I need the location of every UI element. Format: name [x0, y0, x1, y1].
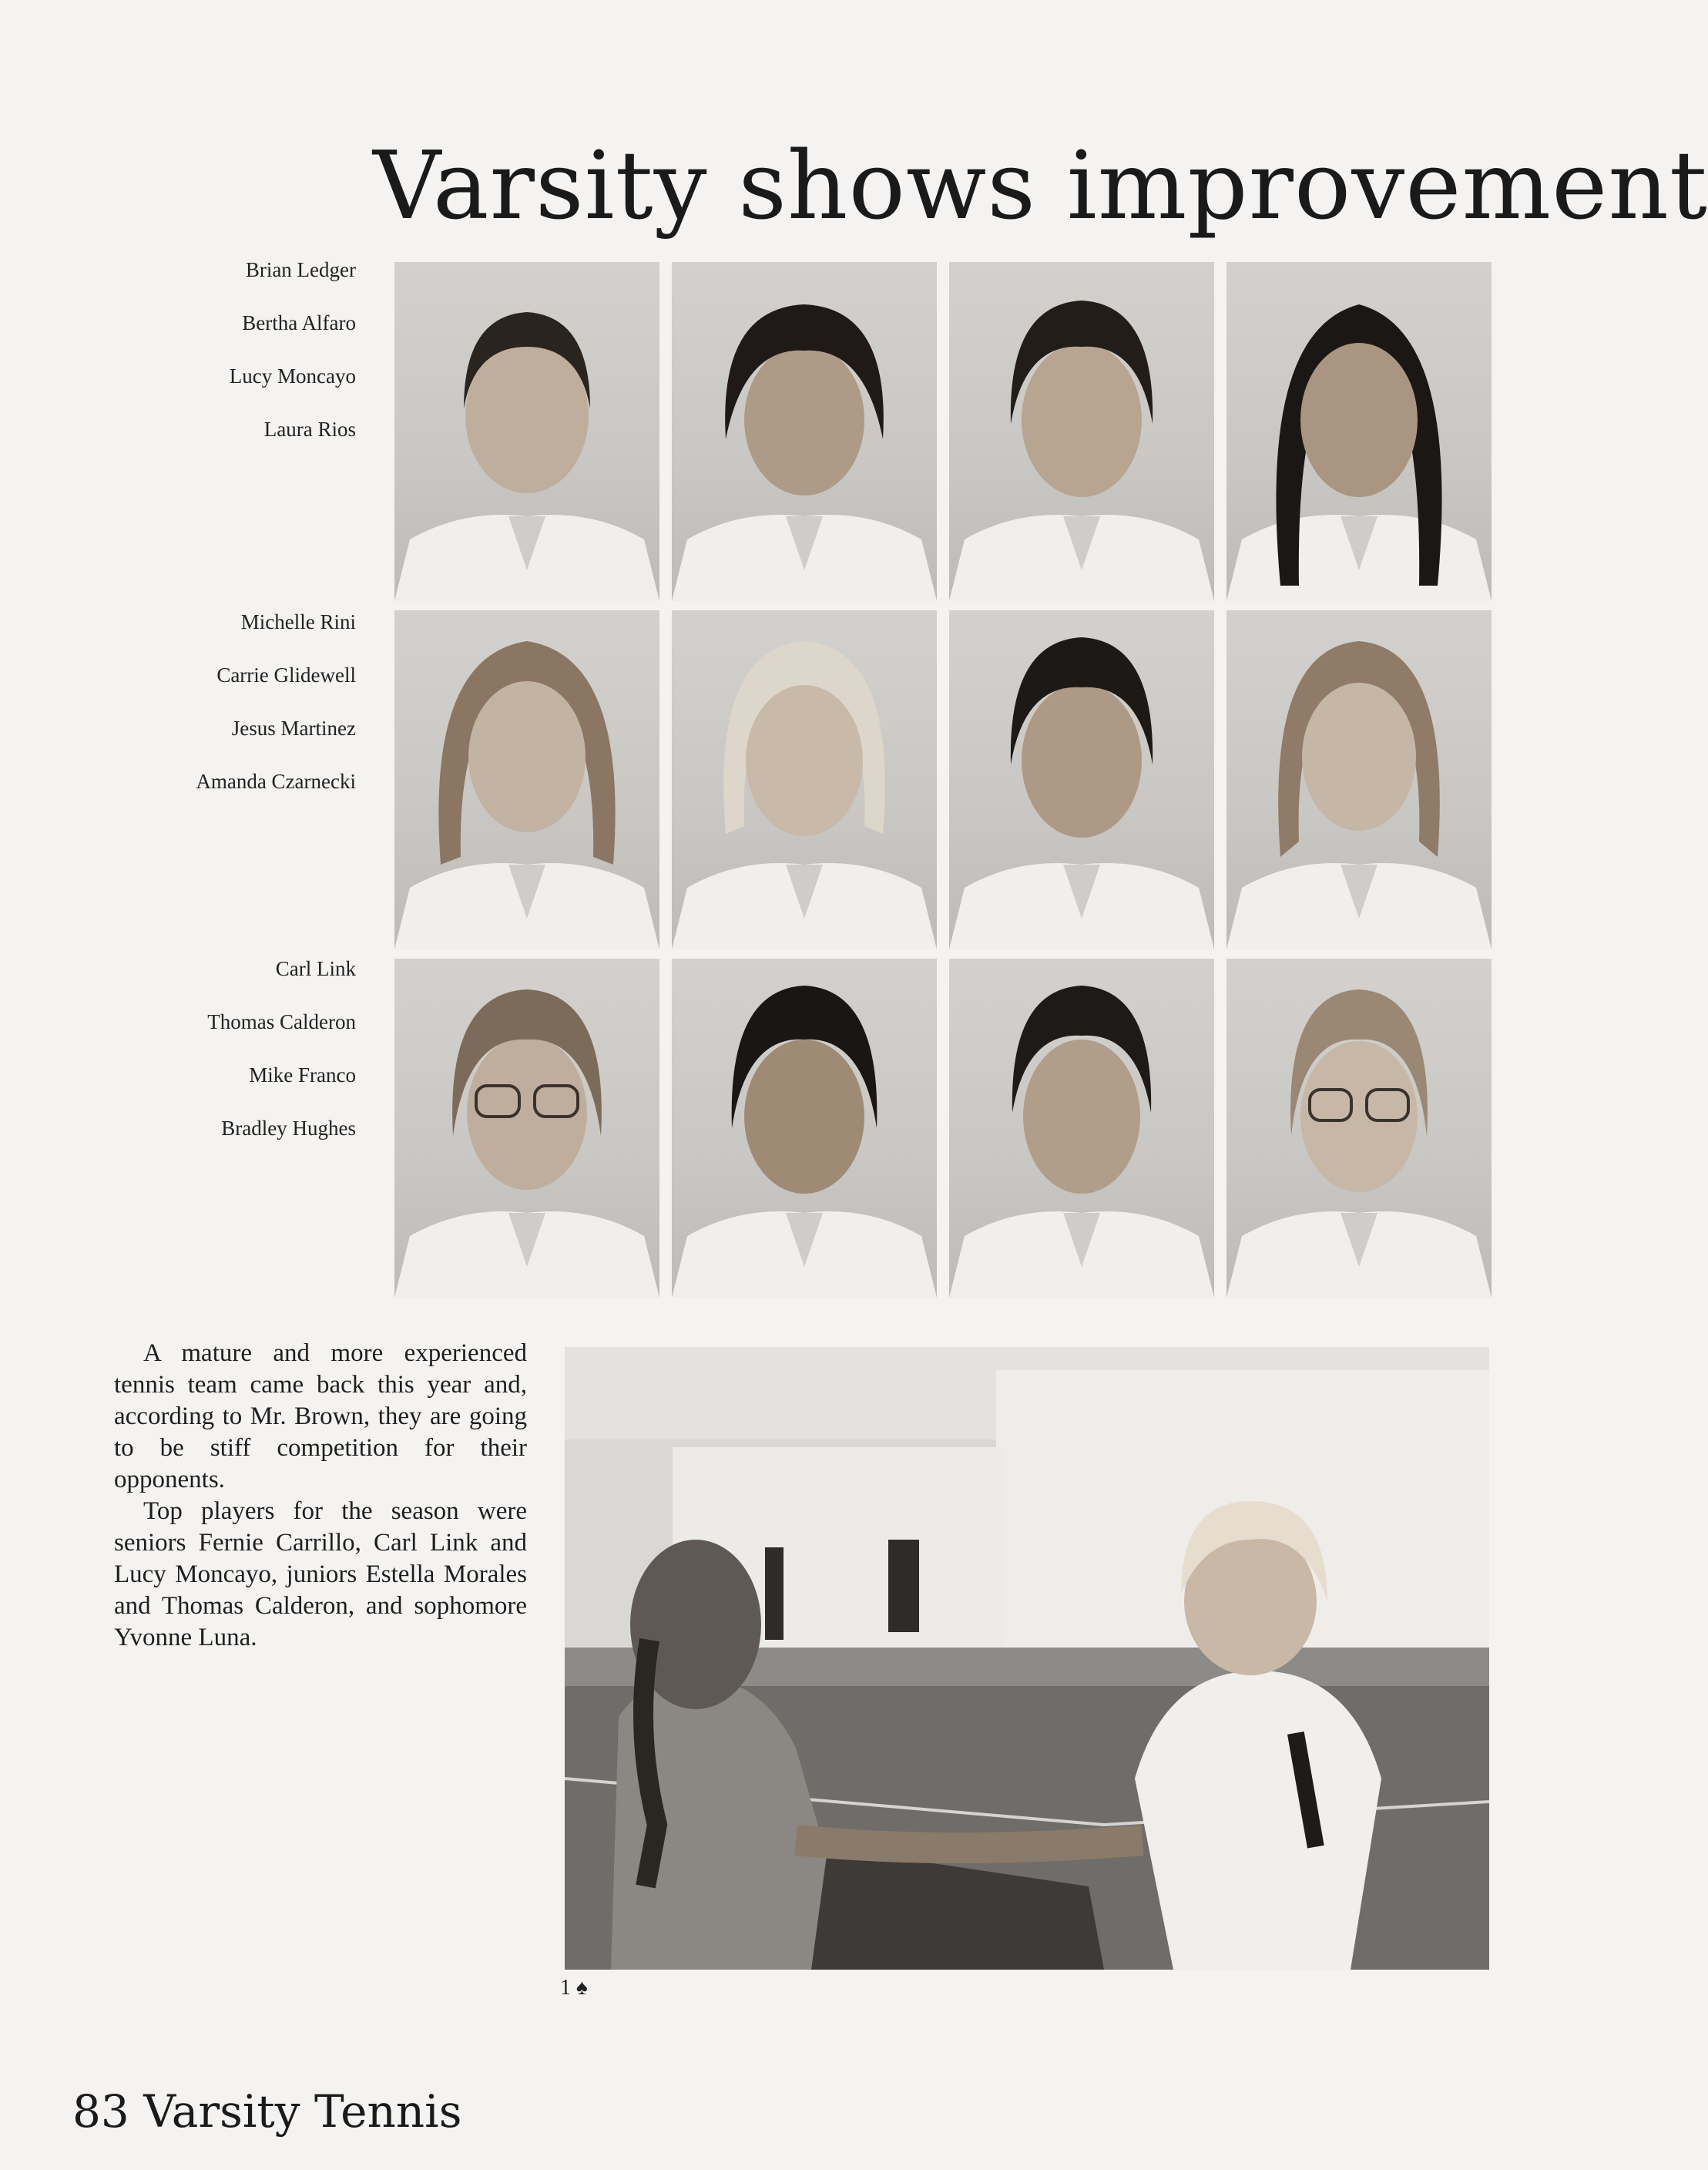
photo-reference: [560, 1976, 588, 2000]
page-number: 83: [72, 2085, 129, 2138]
player-name: Laura Rios: [263, 418, 356, 441]
portrait-photo: [394, 610, 659, 949]
player-name: Bradley Hughes: [221, 1117, 356, 1140]
name-list-row-3: [207, 957, 356, 1170]
portrait-photo: [672, 959, 937, 1298]
name-list-row-2: [196, 610, 356, 823]
photo-number: 1: [560, 1976, 571, 2000]
page-footer: [72, 2085, 461, 2138]
player-name: Carrie Glidewell: [216, 663, 356, 687]
portrait-photo: [949, 610, 1214, 949]
player-name: Brian Ledger: [245, 258, 356, 281]
name-list-row-1: [230, 258, 356, 471]
portrait-photo: [1226, 610, 1492, 949]
player-name: Jesus Martinez: [231, 717, 356, 740]
portrait-photo: [672, 262, 937, 601]
player-name: Lucy Moncayo: [229, 364, 356, 388]
story-paragraph: A mature and more experienced tennis team came back this year and, according to Mr. Brown, they are going to be stiff competition for their opponents.: [114, 1339, 527, 1493]
player-name: Carl Link: [275, 957, 356, 980]
section-name: Varsity Tennis: [143, 2085, 462, 2138]
player-name: Bertha Alfaro: [242, 311, 356, 334]
portrait-photo: [1226, 959, 1492, 1298]
portrait-photo: [394, 959, 659, 1298]
player-name: Mike Franco: [249, 1063, 356, 1087]
story-paragraph: Top players for the season were seniors Fernie Carrillo, Carl Link and Lucy Moncayo, juniors Estella Morales and Thomas Calderon, and sophomore Yvonne Luna.: [114, 1497, 527, 1651]
player-name: Amanda Czarnecki: [196, 770, 356, 793]
portrait-photo: [394, 262, 659, 601]
story-text: [114, 1338, 527, 1654]
portrait-photo: [949, 262, 1214, 601]
portrait-grid: [394, 262, 1493, 1298]
tennis-handshake-photo: [565, 1347, 1489, 1970]
portrait-photo: [1226, 262, 1492, 601]
portrait-photo: [949, 959, 1214, 1298]
page-title: Varsity shows improvement: [373, 131, 1708, 240]
portrait-photo: [672, 610, 937, 949]
spade-icon: ♠: [576, 1976, 588, 2000]
player-name: Michelle Rini: [240, 610, 356, 633]
player-name: Thomas Calderon: [207, 1010, 356, 1033]
